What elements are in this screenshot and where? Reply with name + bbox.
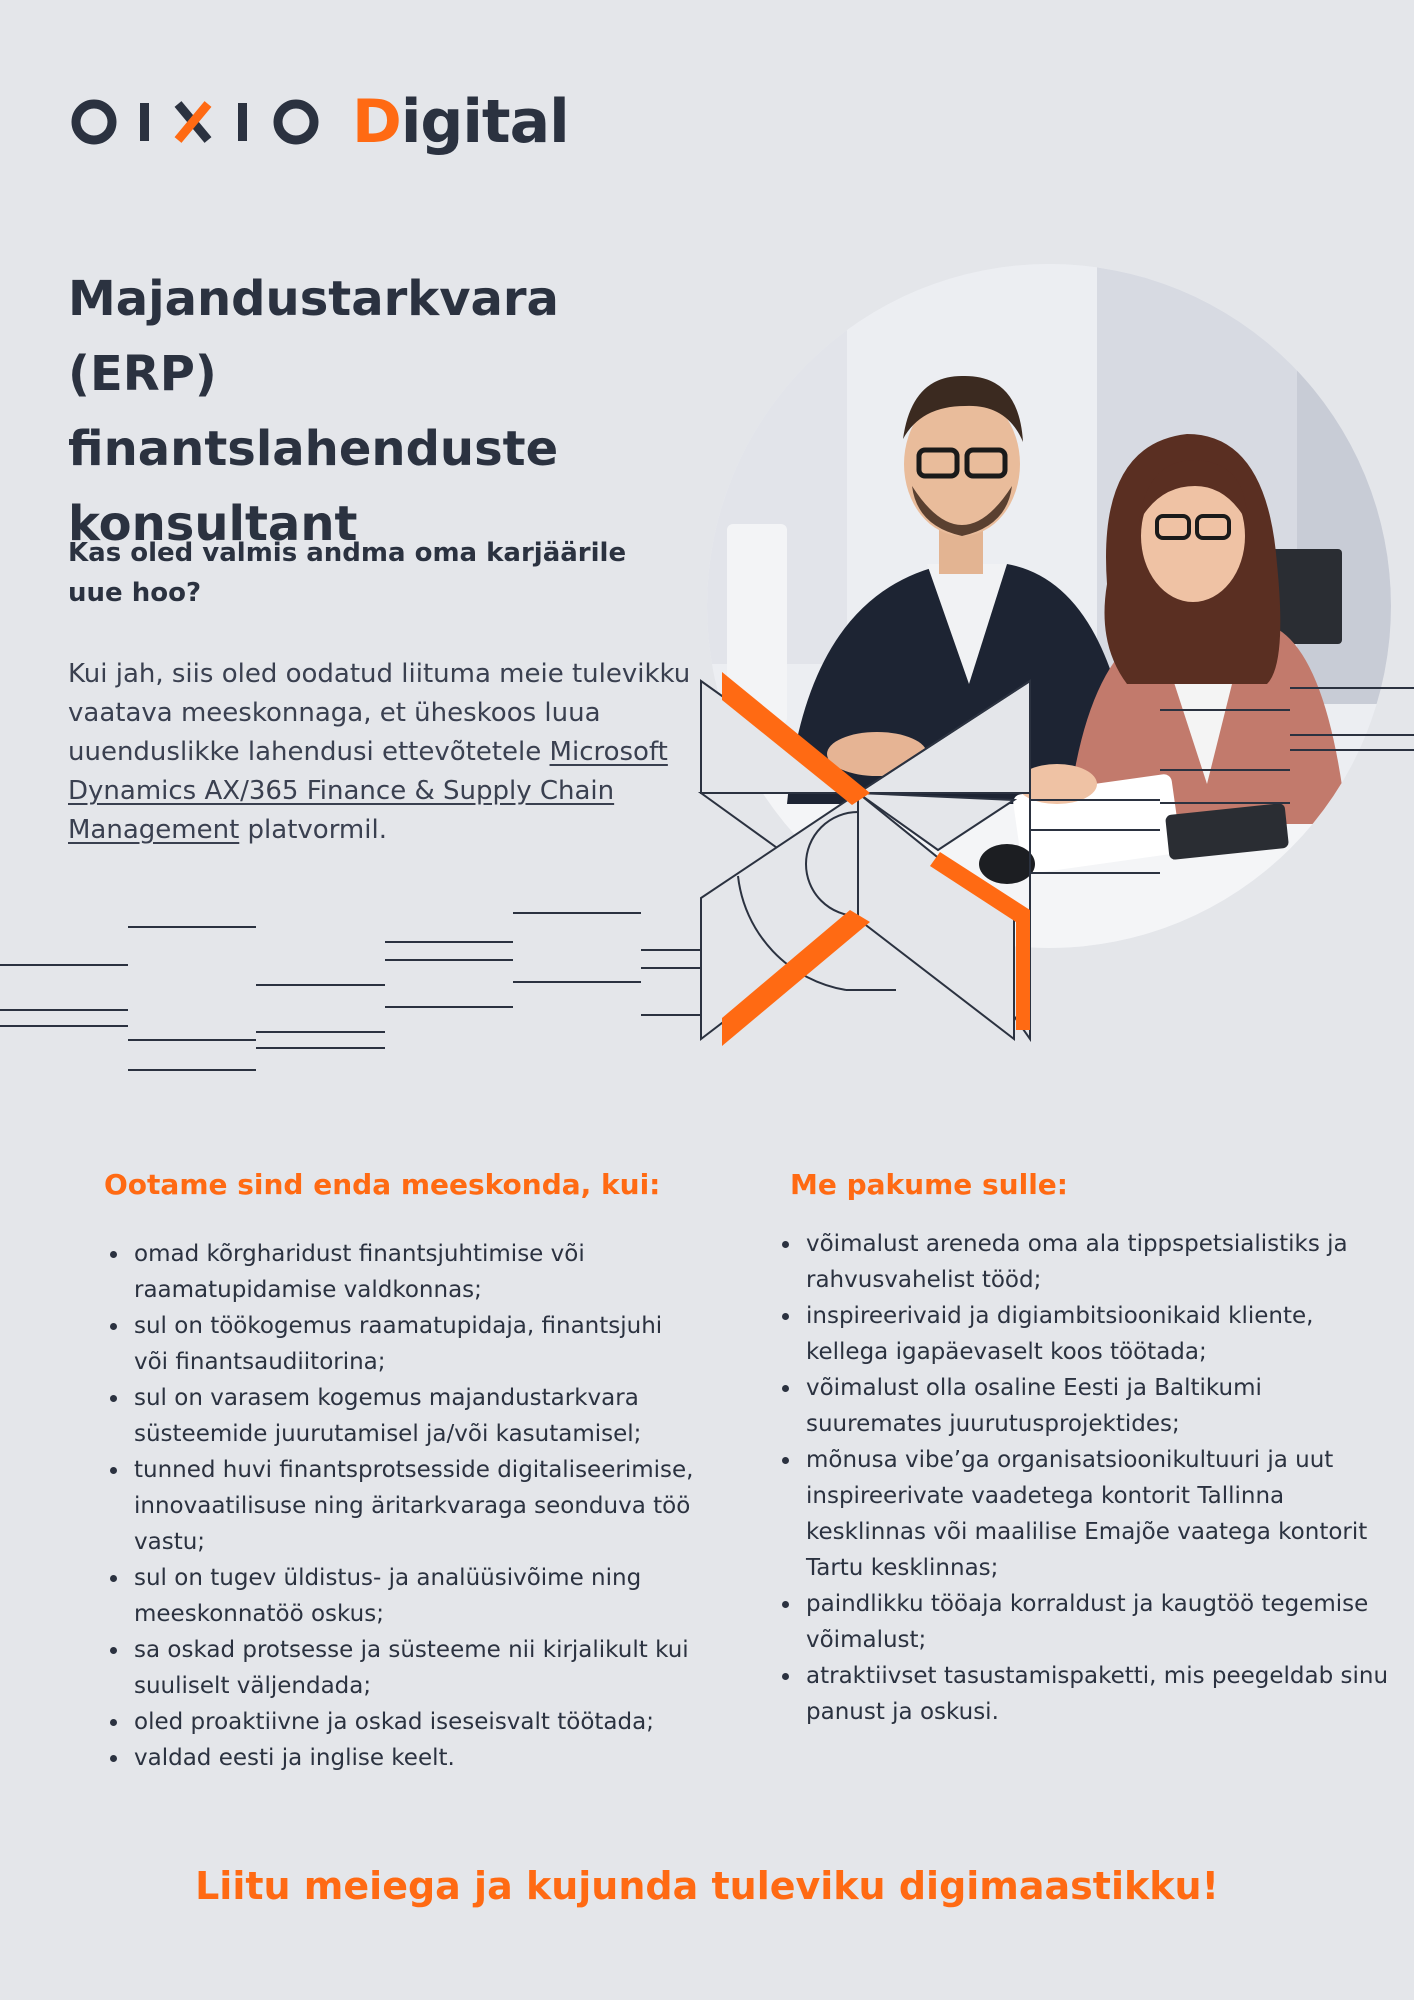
list-item: • oled proaktiivne ja oskad iseseisvalt töötada; <box>130 1704 694 1740</box>
company-logo <box>70 87 569 157</box>
list-item: • võimalust areneda oma ala tippspetsialistiks ja rahvusvahelist tööd; <box>802 1226 1396 1298</box>
offer-heading: Me pakume sulle: <box>790 1168 1068 1201</box>
logo-wordmark: Digital <box>352 87 569 157</box>
list-item: • paindlikku tööaja korraldust ja kaugtöö tegemise võimalust; <box>802 1586 1396 1658</box>
list-item: • sul on tugev üldistus- ja analüüsivõime ning meeskonnatöö oskus; <box>130 1560 694 1632</box>
intro-text-before: Kui jah, siis oled oodatud liituma meie tulevikku vaatava meeskonnaga, et üheskoos luua uuenduslikke lahendusi ettevõtetele <box>68 659 691 767</box>
intro-text-after: platvormil. <box>239 815 387 845</box>
list-item: • sul on töökogemus raamatupidaja, finantsjuhi või finantsaudiitorina; <box>130 1308 694 1380</box>
page-title <box>68 262 708 562</box>
list-item: • valdad eesti ja inglise keelt. <box>130 1740 694 1776</box>
requirements-list <box>104 1236 694 1776</box>
call-to-action: Liitu meiega ja kujunda tuleviku digimaastikku! <box>195 1864 1219 1908</box>
list-item: • atraktiivset tasustamispaketti, mis peegeldab sinu panust ja oskusi. <box>802 1658 1396 1730</box>
list-item: • mõnusa vibe’ga organisatsioonikultuuri ja uut inspireerivate vaadetega kontorit Tallinna kesklinnas või maalilise Emajõe vaatega kontorit Tartu kesklinnas; <box>802 1442 1396 1586</box>
list-item: • tunned huvi finantsprotsesside digitaliseerimise, innovaatilisuse ning äritarkvaraga seonduva töö vastu; <box>130 1452 694 1560</box>
offer-list <box>776 1226 1396 1730</box>
oixio-logo-icon <box>70 96 324 148</box>
title-line-1: Majandustarkvara <box>68 271 559 327</box>
title-line-2: (ERP) finantslahenduste <box>68 346 559 477</box>
platform-link[interactable]: Microsoft Dynamics AX/365 Finance & Supply Chain Management <box>68 737 668 845</box>
title-line-3: konsultant <box>68 496 358 552</box>
list-item: • inspireerivaid ja digiambitsioonikaid kliente, kellega igapäevaselt koos töötada; <box>802 1298 1396 1370</box>
list-item: • omad kõrgharidust finantsjuhtimise või raamatupidamise valdkonnas; <box>130 1236 694 1308</box>
list-item: • võimalust olla osaline Eesti ja Baltikumi suuremates juurutusprojektides; <box>802 1370 1396 1442</box>
subtitle: Kas oled valmis andma oma karjäärile uue hoo? <box>68 538 627 608</box>
list-item: • sul on varasem kogemus majandustarkvara süsteemide juurutamisel ja/või kasutamisel; <box>130 1380 694 1452</box>
requirements-heading: Ootame sind enda meeskonda, kui: <box>104 1168 661 1201</box>
list-item: • sa oskad protsesse ja süsteeme nii kirjalikult kui suuliselt väljendada; <box>130 1632 694 1704</box>
decorative-graphic <box>0 660 1414 1080</box>
